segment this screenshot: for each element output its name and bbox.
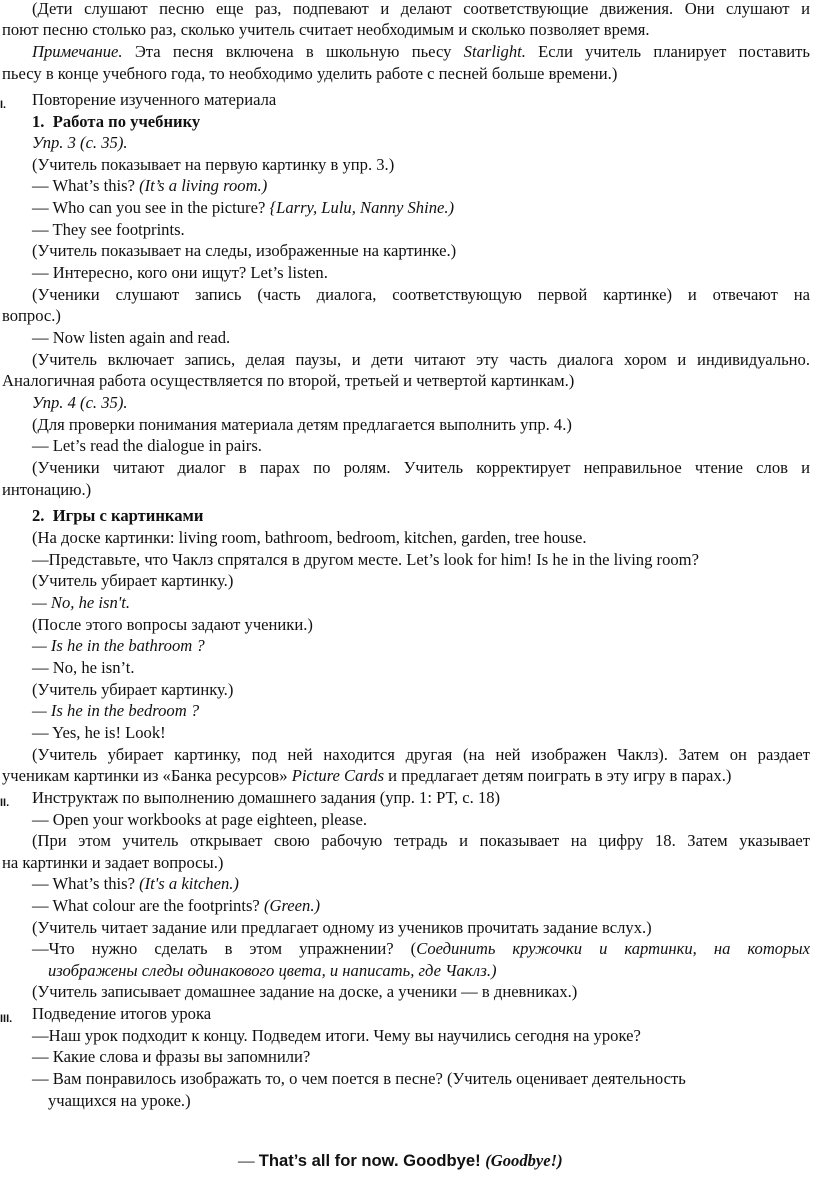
subsection-title <box>32 505 810 527</box>
note-text: ученикам картинки из «Банка ресурсов» <box>2 766 292 785</box>
dialogue-answer-cont: изображены следы одинакового цвета, и написать, где Чаклз.) <box>48 961 497 980</box>
dialogue-answer: (It's a kitchen.) <box>139 874 239 893</box>
dialogue-line: — Какие слова и фразы вы запомнили? <box>32 1047 311 1066</box>
dialogue-answer: Соединить кружочки и картинки, на которых <box>416 939 810 958</box>
intro-line-3 <box>32 41 810 63</box>
dialogue-question: — What’s this? <box>32 176 140 195</box>
teacher-note: (Учитель убирает картинку.) <box>32 680 234 699</box>
subsection-number: 2. <box>32 506 45 525</box>
teacher-note: (Учитель убирает картинку.) <box>32 571 234 590</box>
dialogue-line: — No, he isn’t. <box>32 658 135 677</box>
teacher-note: (Учитель показывает на первую картинку в упр. 3.) <box>32 155 395 174</box>
dialogue-line: — Интересно, кого они ищут? Let’s listen. <box>32 263 328 282</box>
teacher-note: (При этом учитель открывает свою рабочую тетрадь и показывает на цифру 18. Затем указывает <box>32 831 810 850</box>
dialogue-line <box>32 895 810 917</box>
teacher-note: (Учитель включает запись, делая паузы, и дети читают эту часть диалога хором и индивидуально. <box>32 350 810 369</box>
closing-reply: (Goodbye!) <box>485 1151 563 1170</box>
intro-line-4: пьесу в конце учебного года, то необходимо уделить работе с песней больше времени.) <box>2 64 618 83</box>
teacher-note: (Учитель убирает картинку, под ней находится другая (на ней изображен Чаклз). Затем он раздает <box>32 745 810 764</box>
exercise-ref: Упр. 3 (с. 35). <box>32 133 128 152</box>
dialogue-line: — They see footprints. <box>32 220 185 239</box>
game-line: —Представьте, что Чаклз спрятался в другом месте. Let’s look for him! Is he in the living room? <box>32 550 699 569</box>
subsection-label: Игры с картинками <box>52 506 204 525</box>
teacher-note: на картинки и задает вопросы.) <box>2 853 224 872</box>
dialogue-line: — Let’s read the dialogue in pairs. <box>32 436 262 455</box>
dialogue-line: — Вам понравилось изображать то, о чем поется в песне? (Учитель оценивает деятельность <box>32 1069 686 1088</box>
teacher-note: вопрос.) <box>2 306 61 325</box>
dialogue-line: — Yes, he is! Look! <box>32 723 166 742</box>
teacher-note <box>2 765 810 787</box>
teacher-note: (Учитель показывает на следы, изображенные на картинке.) <box>32 241 457 260</box>
section-numeral: III. <box>0 1013 13 1025</box>
section-numeral: II. <box>0 797 10 809</box>
section-title: Повторение изученного материала <box>32 90 277 109</box>
section-title: Инструктаж по выполнению домашнего задания (упр. 1: РТ, с. 18) <box>32 788 501 807</box>
dialogue-line: — Is he in the bathroom ? <box>32 636 205 655</box>
dialogue-line: — Now listen again and read. <box>32 328 231 347</box>
note-text: и предлагает детям поиграть в эту игру в парах.) <box>384 766 732 785</box>
play-title: Starlight. <box>463 42 526 61</box>
dialogue-question: — What colour are the footprints? <box>32 896 264 915</box>
dialogue-line: — Is he in the bedroom ? <box>32 701 200 720</box>
dialogue-line <box>32 938 810 960</box>
intro-line-1: (Дети слушают песню еще раз, подпевают и делают соответствующие движения. Они слушают и <box>32 0 810 18</box>
closing-dash: — <box>238 1151 259 1170</box>
dialogue-question: — Who can you see in the picture? <box>32 198 270 217</box>
teacher-note: (Ученики слушают запись (часть диалога, соответствующую первой картинке) и отвечают на <box>32 285 810 304</box>
subsection-label: Работа по учебнику <box>52 112 201 131</box>
teacher-note: (Учитель читает задание или предлагает одному из учеников прочитать задание вслух.) <box>32 918 652 937</box>
dialogue-question: — What’s this? <box>32 874 140 893</box>
dialogue-line <box>32 175 810 197</box>
teacher-note: Аналогичная работа осуществляется по второй, третьей и четвертой картинкам.) <box>2 371 575 390</box>
dialogue-line-cont: учащихся на уроке.) <box>48 1091 191 1110</box>
intro-line-2: поют песню столько раз, сколько учитель считает необходимым и сколько позволяет время. <box>2 20 650 39</box>
dialogue-line: —Наш урок подходит к концу. Подведем итоги. Чему вы научились сегодня на уроке? <box>32 1026 641 1045</box>
teacher-note: интонацию.) <box>2 480 92 499</box>
teacher-note: (После этого вопросы задают ученики.) <box>32 615 313 634</box>
section-numeral: I. <box>0 99 7 111</box>
teacher-note: (Ученики читают диалог в парах по ролям. Учитель корректирует неправильное чтение слов и <box>32 458 810 477</box>
teacher-note: (Учитель записывает домашнее задание на доске, а ученики — в дневниках.) <box>32 982 578 1001</box>
closing-text: That’s all for now. Goodbye! <box>258 1151 486 1170</box>
dialogue-answer: (Green.) <box>263 896 320 915</box>
dialogue-line: — No, he isn't. <box>32 593 131 612</box>
teacher-note: (Для проверки понимания материала детям предлагается выполнить упр. 4.) <box>32 415 572 434</box>
dialogue-question: —Что нужно сделать в этом упражнении? ( <box>32 939 417 958</box>
closing-line <box>238 1150 810 1172</box>
dialogue-line <box>32 197 810 219</box>
dialogue-answer: (It’s a living room.) <box>139 176 268 195</box>
section-title: Подведение итогов урока <box>32 1004 212 1023</box>
intro-text: Эта песня включена в школьную пьесу <box>122 42 464 61</box>
dialogue-answer: {Larry, Lulu, Nanny Shine.) <box>269 198 455 217</box>
picture-cards-title: Picture Cards <box>291 766 385 785</box>
subsection-number: 1. <box>32 112 45 131</box>
subsection-title <box>32 111 810 133</box>
dialogue-line: — Open your workbooks at page eighteen, please. <box>32 810 368 829</box>
game-line: (На доске картинки: living room, bathroom, bedroom, kitchen, garden, tree house. <box>32 528 587 547</box>
exercise-ref: Упр. 4 (с. 35). <box>32 393 128 412</box>
note-label: Примечание. <box>32 42 123 61</box>
intro-text: Если учитель планирует поставить <box>525 42 810 61</box>
dialogue-line <box>32 873 810 895</box>
